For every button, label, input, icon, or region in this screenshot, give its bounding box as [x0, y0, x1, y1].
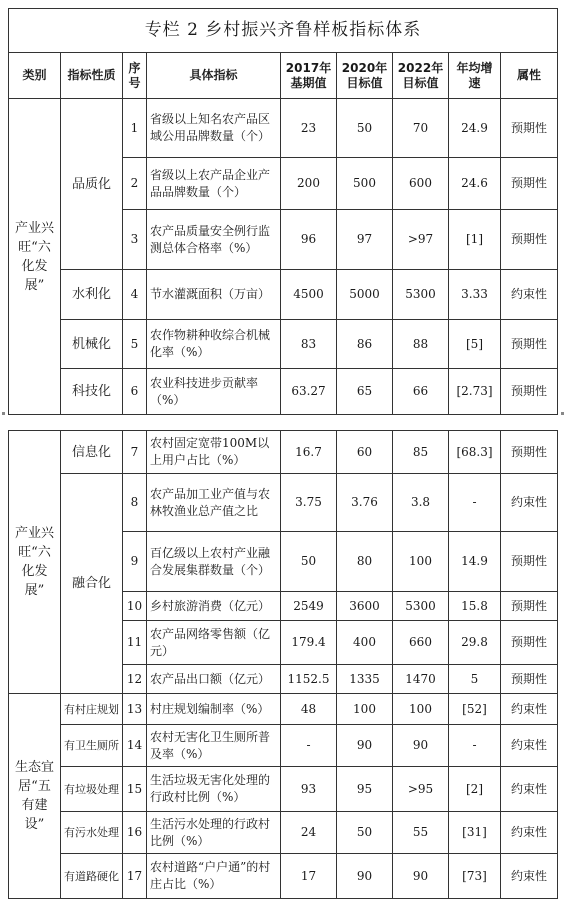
seq-cell: 10 — [123, 592, 147, 621]
seq-cell: 1 — [123, 99, 147, 158]
target-2022-cell: 88 — [393, 320, 449, 369]
header-seq: 序号 — [123, 53, 147, 99]
seq-cell: 14 — [123, 725, 147, 767]
nature-cell: 有村庄规划 — [61, 694, 123, 725]
target-2020-cell: 80 — [337, 532, 393, 592]
attribute-cell: 预期性 — [501, 431, 558, 474]
seq-cell: 13 — [123, 694, 147, 725]
seq-cell: 9 — [123, 532, 147, 592]
table-row — [9, 369, 558, 415]
attribute-cell: 约束性 — [501, 694, 558, 725]
attribute-cell: 预期性 — [501, 665, 558, 694]
growth-cell: [1] — [449, 210, 501, 270]
growth-cell: 15.8 — [449, 592, 501, 621]
table-row — [9, 854, 558, 899]
target-2020-cell: 500 — [337, 158, 393, 210]
table-row — [9, 812, 558, 854]
seq-cell: 7 — [123, 431, 147, 474]
target-2020-cell: 90 — [337, 854, 393, 899]
target-2022-cell: 660 — [393, 621, 449, 665]
nature-cell: 品质化 — [61, 99, 123, 270]
indicator-cell: 节水灌溉面积（万亩） — [147, 270, 281, 320]
growth-cell: 5 — [449, 665, 501, 694]
indicator-cell: 农产品加工业产值与农林牧渔业总产值之比 — [147, 474, 281, 532]
base-value-cell: 48 — [281, 694, 337, 725]
category-cell: 产业兴旺“六化发展” — [9, 431, 61, 694]
seq-cell: 3 — [123, 210, 147, 270]
indicator-table-part1 — [8, 8, 558, 415]
target-2020-cell: 97 — [337, 210, 393, 270]
indicator-table-part2 — [8, 430, 558, 899]
nature-cell: 有卫生厕所 — [61, 725, 123, 767]
target-2020-cell: 50 — [337, 99, 393, 158]
attribute-cell: 预期性 — [501, 99, 558, 158]
base-value-cell: 1152.5 — [281, 665, 337, 694]
indicator-cell: 省级以上农产品企业产品品牌数量（个） — [147, 158, 281, 210]
indicator-cell: 农产品出口额（亿元） — [147, 665, 281, 694]
indicator-cell: 生活污水处理的行政村比例（%） — [147, 812, 281, 854]
nature-cell: 机械化 — [61, 320, 123, 369]
table-title: 专栏 2 乡村振兴齐鲁样板指标体系 — [9, 9, 558, 53]
attribute-cell: 约束性 — [501, 767, 558, 812]
seq-cell: 4 — [123, 270, 147, 320]
base-value-cell: 200 — [281, 158, 337, 210]
table-row — [9, 320, 558, 369]
target-2022-cell: 66 — [393, 369, 449, 415]
target-2020-cell: 5000 — [337, 270, 393, 320]
target-2022-cell: 3.8 — [393, 474, 449, 532]
seq-cell: 16 — [123, 812, 147, 854]
nature-cell: 水利化 — [61, 270, 123, 320]
base-value-cell: 4500 — [281, 270, 337, 320]
base-value-cell: 93 — [281, 767, 337, 812]
base-value-cell: 50 — [281, 532, 337, 592]
indicator-cell: 农村道路“户户通”的村庄占比（%） — [147, 854, 281, 899]
target-2022-cell: 5300 — [393, 270, 449, 320]
attribute-cell: 预期性 — [501, 158, 558, 210]
target-2020-cell: 1335 — [337, 665, 393, 694]
base-value-cell: 83 — [281, 320, 337, 369]
attribute-cell: 约束性 — [501, 474, 558, 532]
growth-cell: [68.3] — [449, 431, 501, 474]
seq-cell: 11 — [123, 621, 147, 665]
target-2020-cell: 3.76 — [337, 474, 393, 532]
header-growth: 年均增速 — [449, 53, 501, 99]
growth-cell: 3.33 — [449, 270, 501, 320]
seq-cell: 12 — [123, 665, 147, 694]
target-2022-cell: 5300 — [393, 592, 449, 621]
attribute-cell: 预期性 — [501, 210, 558, 270]
indicator-cell: 乡村旅游消费（亿元） — [147, 592, 281, 621]
target-2020-cell: 65 — [337, 369, 393, 415]
attribute-cell: 约束性 — [501, 270, 558, 320]
attribute-cell: 预期性 — [501, 369, 558, 415]
nature-cell: 有垃圾处理 — [61, 767, 123, 812]
base-value-cell: 23 — [281, 99, 337, 158]
nature-cell: 有道路硬化 — [61, 854, 123, 899]
indicator-cell: 百亿级以上农村产业融合发展集群数量（个） — [147, 532, 281, 592]
attribute-cell: 约束性 — [501, 725, 558, 767]
target-2022-cell: 85 — [393, 431, 449, 474]
indicator-cell: 农村无害化卫生厕所普及率（%） — [147, 725, 281, 767]
attribute-cell: 预期性 — [501, 592, 558, 621]
base-value-cell: 179.4 — [281, 621, 337, 665]
growth-cell: - — [449, 474, 501, 532]
growth-cell: 24.9 — [449, 99, 501, 158]
target-2020-cell: 95 — [337, 767, 393, 812]
target-2020-cell: 86 — [337, 320, 393, 369]
indicator-cell: 农作物耕种收综合机械化率（%） — [147, 320, 281, 369]
header-nature: 指标性质 — [61, 53, 123, 99]
attribute-cell: 预期性 — [501, 320, 558, 369]
header-attribute: 属性 — [501, 53, 558, 99]
target-2022-cell: 55 — [393, 812, 449, 854]
growth-cell: [2] — [449, 767, 501, 812]
growth-cell: [2.73] — [449, 369, 501, 415]
target-2022-cell: 100 — [393, 532, 449, 592]
table-row — [9, 474, 558, 532]
target-2022-cell: 70 — [393, 99, 449, 158]
base-value-cell: 16.7 — [281, 431, 337, 474]
indicator-cell: 农业科技进步贡献率（%） — [147, 369, 281, 415]
nature-cell: 信息化 — [61, 431, 123, 474]
header-row — [9, 53, 558, 99]
target-2022-cell: 90 — [393, 725, 449, 767]
base-value-cell: 3.75 — [281, 474, 337, 532]
base-value-cell: 24 — [281, 812, 337, 854]
table-row — [9, 767, 558, 812]
category-cell: 产业兴旺“六化发展” — [9, 99, 61, 415]
header-target-2020: 2020年目标值 — [337, 53, 393, 99]
growth-cell: 14.9 — [449, 532, 501, 592]
indicator-cell: 省级以上知名农产品区域公用品牌数量（个） — [147, 99, 281, 158]
page-corner-mark — [561, 412, 564, 415]
indicator-cell: 农产品质量安全例行监测总体合格率（%） — [147, 210, 281, 270]
header-indicator: 具体指标 — [147, 53, 281, 99]
growth-cell: [52] — [449, 694, 501, 725]
target-2022-cell: 600 — [393, 158, 449, 210]
seq-cell: 6 — [123, 369, 147, 415]
header-base-2017: 2017年基期值 — [281, 53, 337, 99]
attribute-cell: 预期性 — [501, 532, 558, 592]
target-2020-cell: 100 — [337, 694, 393, 725]
indicator-cell: 村庄规划编制率（%） — [147, 694, 281, 725]
target-2022-cell: >95 — [393, 767, 449, 812]
header-target-2022: 2022年目标值 — [393, 53, 449, 99]
target-2020-cell: 400 — [337, 621, 393, 665]
base-value-cell: - — [281, 725, 337, 767]
target-2020-cell: 60 — [337, 431, 393, 474]
seq-cell: 2 — [123, 158, 147, 210]
growth-cell: [31] — [449, 812, 501, 854]
target-2020-cell: 50 — [337, 812, 393, 854]
target-2022-cell: 90 — [393, 854, 449, 899]
seq-cell: 17 — [123, 854, 147, 899]
growth-cell: [5] — [449, 320, 501, 369]
attribute-cell: 预期性 — [501, 621, 558, 665]
attribute-cell: 约束性 — [501, 854, 558, 899]
seq-cell: 5 — [123, 320, 147, 369]
header-category: 类别 — [9, 53, 61, 99]
target-2020-cell: 90 — [337, 725, 393, 767]
base-value-cell: 63.27 — [281, 369, 337, 415]
growth-cell: 29.8 — [449, 621, 501, 665]
page-corner-mark — [2, 412, 5, 415]
growth-cell: [73] — [449, 854, 501, 899]
table-row — [9, 99, 558, 158]
table-row — [9, 725, 558, 767]
target-2022-cell: >97 — [393, 210, 449, 270]
growth-cell: - — [449, 725, 501, 767]
indicator-cell: 农村固定宽带100M以上用户占比（%） — [147, 431, 281, 474]
seq-cell: 8 — [123, 474, 147, 532]
target-2022-cell: 1470 — [393, 665, 449, 694]
table-row — [9, 431, 558, 474]
target-2022-cell: 100 — [393, 694, 449, 725]
nature-cell: 有污水处理 — [61, 812, 123, 854]
base-value-cell: 96 — [281, 210, 337, 270]
attribute-cell: 约束性 — [501, 812, 558, 854]
table-row — [9, 270, 558, 320]
nature-cell: 融合化 — [61, 474, 123, 694]
category-cell: 生态宜居“五有建设” — [9, 694, 61, 899]
base-value-cell: 17 — [281, 854, 337, 899]
seq-cell: 15 — [123, 767, 147, 812]
growth-cell: 24.6 — [449, 158, 501, 210]
target-2020-cell: 3600 — [337, 592, 393, 621]
indicator-cell: 生活垃圾无害化处理的行政村比例（%） — [147, 767, 281, 812]
table-row — [9, 694, 558, 725]
nature-cell: 科技化 — [61, 369, 123, 415]
indicator-cell: 农产品网络零售额（亿元） — [147, 621, 281, 665]
base-value-cell: 2549 — [281, 592, 337, 621]
